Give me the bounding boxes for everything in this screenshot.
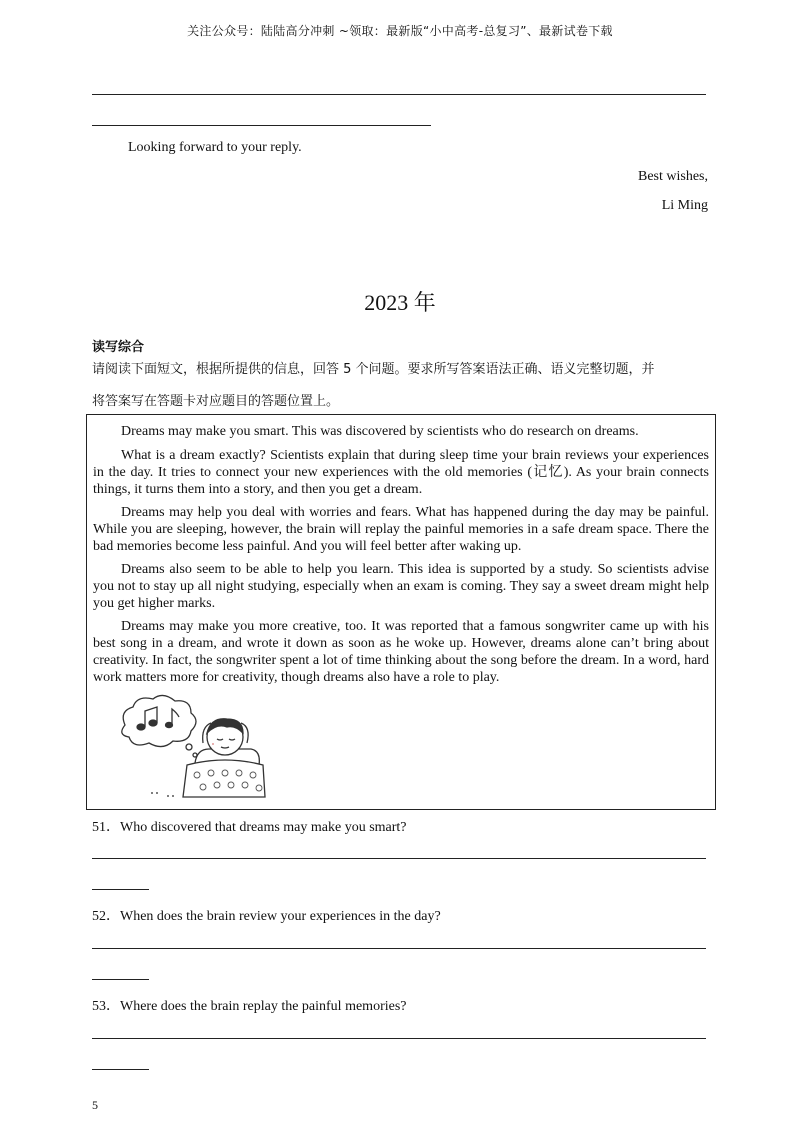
year-title: 2023 年 [364, 290, 436, 315]
answer-line-51b[interactable] [92, 889, 149, 890]
letter-closing-line: Looking forward to your reply. [128, 140, 302, 155]
answer-line-53b[interactable] [92, 1069, 149, 1070]
answer-line-52b[interactable] [92, 979, 149, 980]
letter-signature: Li Ming [661, 198, 708, 213]
passage-paragraph-5: Dreams may make you more creative, too. It was reported that a famous songwriter came up with his best song in a dream, and wrote it down as soon as he woke up. However, dreams alone can’t bring about creativity. In fact, the songwriter spent a lot of time thinking about the song before the dream. In a word, hard work matters more for creativity, though dreams also have a role to play. [93, 619, 709, 685]
page-number: 5 [92, 1098, 98, 1112]
instruction-line-1: 请阅读下面短文，根据所提供的信息，回答 5 个问题。要求所写答案语法正确、语义完整切题，并 [92, 362, 655, 377]
question-51: 51．Who discovered that dreams may make you smart? [92, 820, 407, 835]
reading-passage-box [86, 414, 716, 810]
passage-paragraph-3: Dreams may help you deal with worries and fears. What has happened during the day may be painful. While you are sleeping, however, the brain will replay the painful memories in a safe dream space. There the bad memories become less painful. And you will feel better after waking up. [93, 505, 709, 554]
answer-line [92, 125, 431, 126]
sleeping-child-dreaming-illustration [117, 693, 267, 801]
answer-line-53a[interactable] [92, 1038, 706, 1039]
instruction-line-2: 将答案写在答题卡对应题目的答题位置上。 [92, 394, 340, 409]
question-52: 52．When does the brain review your experiences in the day? [92, 909, 441, 924]
passage-paragraph-1: Dreams may make you smart. This was discovered by scientists who do research on dreams. [121, 424, 639, 439]
question-53: 53．Where does the brain replay the painful memories? [92, 999, 407, 1014]
header-promo-note: 关注公众号：陆陆高分冲刺 ~领取：最新版“小中高考-总复习”、最新试卷下载 [187, 24, 613, 38]
section-heading: 读写综合 [92, 340, 145, 355]
passage-paragraph-2: What is a dream exactly? Scientists explain that during sleep time your brain reviews your experiences in the day. It tries to connect your new experiences with the old memories (记忆). As your brain connects things, it turns them into a story, and then you get a dream. [93, 448, 709, 497]
letter-sign-off: Best wishes, [638, 169, 708, 184]
answer-line-52a[interactable] [92, 948, 706, 949]
answer-line-51a[interactable] [92, 858, 706, 859]
passage-paragraph-4: Dreams also seem to be able to help you learn. This idea is supported by a study. So scientists advise you not to stay up all night studying, especially when an exam is coming. They say a sweet dream might help you get higher marks. [93, 562, 709, 611]
answer-line [92, 94, 706, 95]
